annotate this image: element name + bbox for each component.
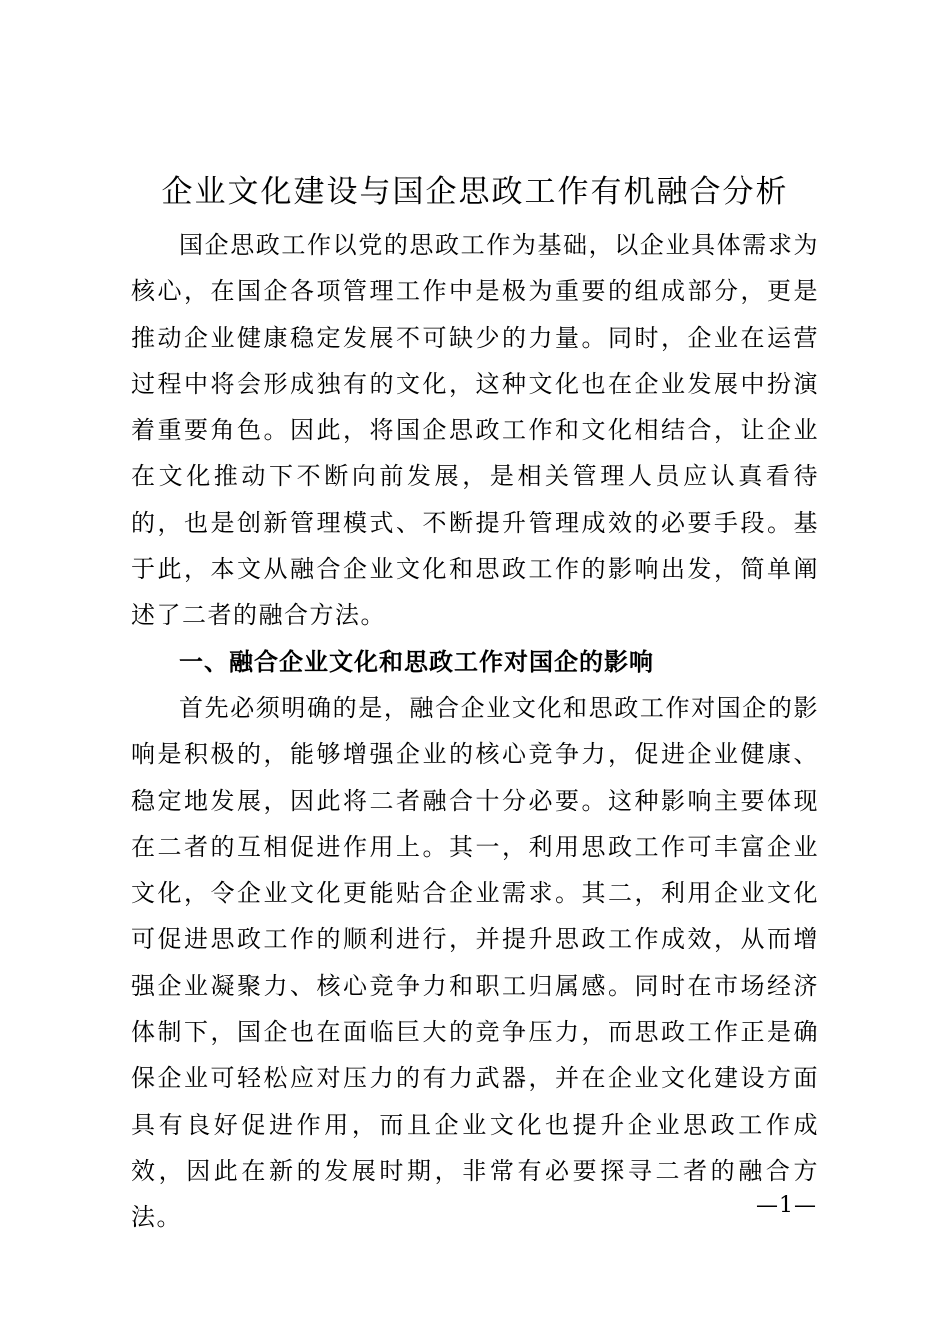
intro-paragraph: 国企思政工作以党的思政工作为基础，以企业具体需求为核心，在国企各项管理工作中是极为重要的组成部分，更是推动企业健康稳定发展不可缺少的力量。同时，企业在运营过程中将会形成独有的文化，这种文化也在企业发展中扮演着重要角色。因此，将国企思政工作和文化相结合，让企业在文化推动下不断向前发展，是相关管理人员应认真看待的，也是创新管理模式、不断提升管理成效的必要手段。基于此，本文从融合企业文化和思政工作的影响出发，简单阐述了二者的融合方法。 [131, 231, 819, 630]
document-title: 企业文化建设与国企思政工作有机融合分析 [161, 174, 789, 210]
section-heading-1: 一、融合企业文化和思政工作对国企的影响 [179, 647, 654, 676]
document-body [131, 222, 819, 1241]
page-number: —1— [756, 1193, 817, 1218]
section-1-paragraph: 首先必须明确的是，融合企业文化和思政工作对国企的影响是积极的，能够增强企业的核心竞争力，促进企业健康、稳定地发展，因此将二者融合十分必要。这种影响主要体现在二者的互相促进作用上。其一，利用思政工作可丰富企业文化，令企业文化更能贴合企业需求。其二，利用企业文化可促进思政工作的顺利进行，并提升思政工作成效，从而增强企业凝聚力、核心竞争力和职工归属感。同时在市场经济体制下，国企也在面临巨大的竞争压力，而思政工作正是确保企业可轻松应对压力的有力武器，并在企业文化建设方面具有良好促进作用，而且企业文化也提升企业思政工作成效，因此在新的发展时期，非常有必要探寻二者的融合方法。 [131, 693, 819, 1232]
